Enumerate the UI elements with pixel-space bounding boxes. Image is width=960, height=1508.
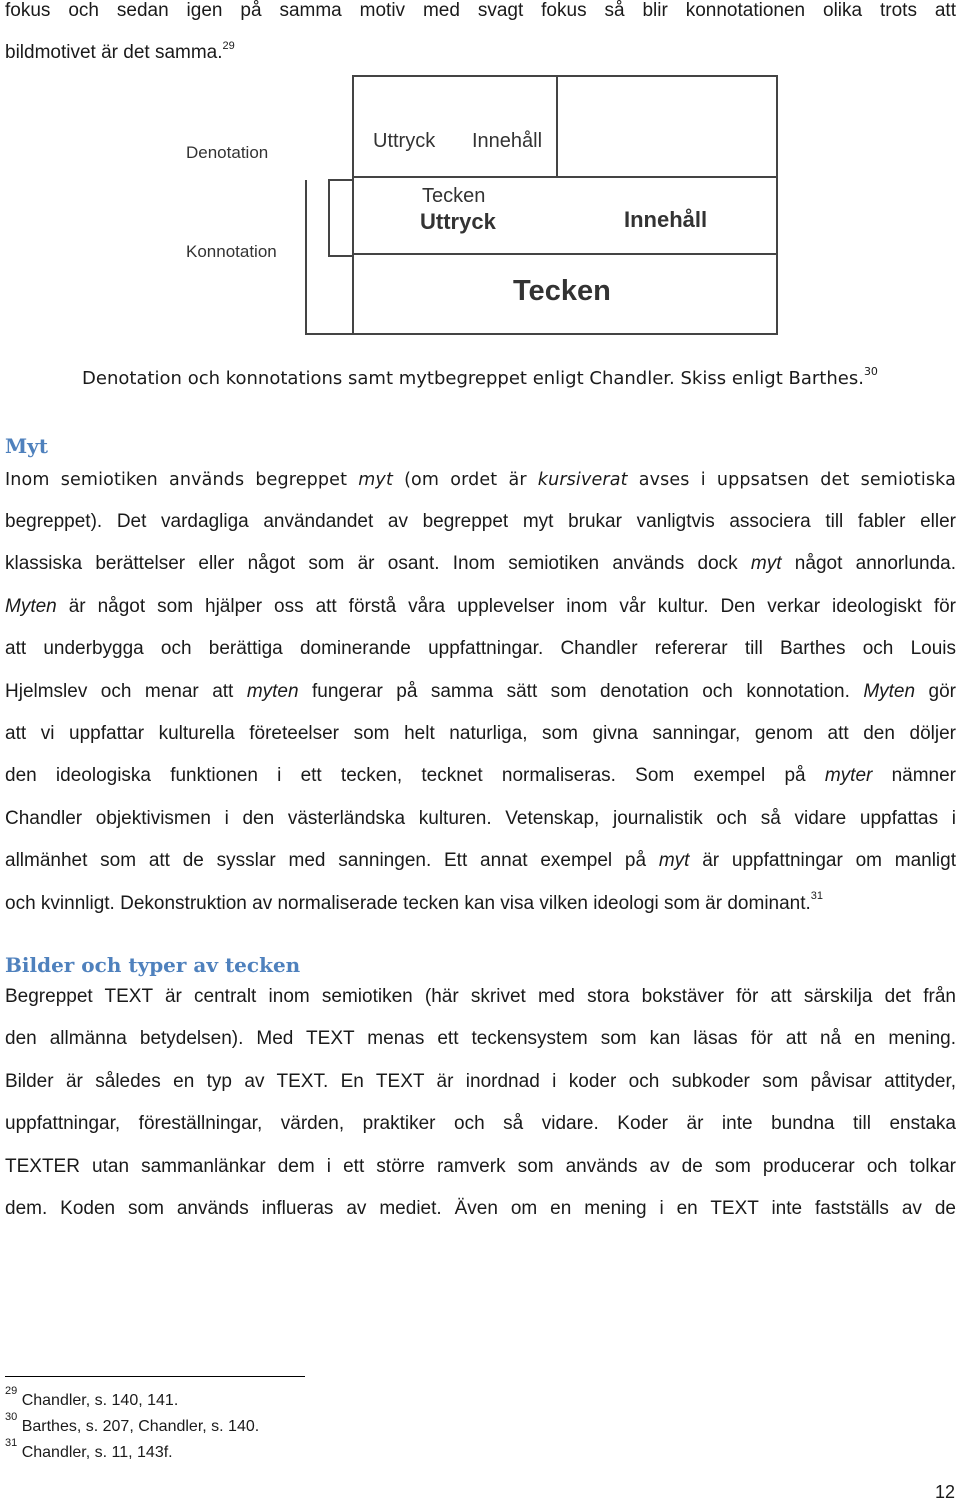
footnote-text: Barthes, s. 207, Chandler, s. 140. xyxy=(21,1418,260,1435)
text-line: den allmänna betydelsen). Med TEXT menas ett teckensystem som kan läsas för att nå en mening. xyxy=(5,1028,956,1050)
text-line: att vi uppfattar kulturella företeelser som helt naturliga, som givna sanningar, genom att den döljer xyxy=(5,722,956,744)
text-line xyxy=(5,883,956,925)
text-span: något annorlunda. xyxy=(781,553,956,575)
text-span: den ideologiska funktionen i ett tecken, tecknet normaliseras. Som exempel på xyxy=(5,765,825,787)
footnote-separator xyxy=(5,1376,305,1377)
text-line xyxy=(5,543,956,585)
text-line: Bilder är således en typ av TEXT. En TEXT är inordnad i koder och subkoder som påvisar attityder, xyxy=(5,1070,956,1092)
bracket-line xyxy=(305,333,352,335)
text-line: dem. Koden som används influeras av mediet. Även om en mening i en TEXT inte fastställs av de xyxy=(5,1197,956,1219)
top-left-cell xyxy=(352,75,558,178)
text-line xyxy=(5,755,956,797)
text-line xyxy=(5,840,956,882)
denotation-konnotation-diagram xyxy=(180,95,780,340)
text-span-italic: kursiverat xyxy=(537,470,628,490)
text-span: (om ordet är xyxy=(392,470,538,490)
footnote-number: 31 xyxy=(5,1436,18,1449)
text-line: uppfattningar, föreställningar, värden, praktiker och så vidare. Koder är inte bundna till enstaka xyxy=(5,1113,956,1135)
text-span: avses i uppsatsen det semiotiska xyxy=(627,470,956,490)
text-span: gör xyxy=(915,680,956,702)
figure-caption xyxy=(0,365,960,389)
footnote-ref: 30 xyxy=(863,365,878,378)
text-span: bildmotivet är det samma. xyxy=(5,42,223,64)
bracket-line xyxy=(328,179,330,257)
myt-paragraph-body xyxy=(5,501,956,925)
text-line: TEXTER utan sammanlänkar dem i ett större ramverk som används av de som producerar och tolkar xyxy=(5,1155,956,1177)
text-line: fokus och sedan igen på samma motiv med svagt fokus så blir konnotationen olika trots att xyxy=(5,0,956,21)
mid-sign-label: Tecken xyxy=(422,185,486,207)
footnote-text: Chandler, s. 11, 143f. xyxy=(21,1444,173,1461)
text-span-italic: myter xyxy=(824,765,873,787)
mid-expression-label: Uttryck xyxy=(420,209,496,234)
row-divider xyxy=(352,176,778,178)
footnote-ref: 31 xyxy=(810,890,824,903)
text-span: är något som hjälper oss att förstå våra upplevelser inom vår kultur. Den verkar ideologiskt för xyxy=(56,595,956,617)
mid-content-label: Innehåll xyxy=(624,207,708,232)
top-expression-label: Uttryck xyxy=(373,130,436,152)
section-heading-bilder: Bilder och typer av tecken xyxy=(5,953,301,977)
text-span: och kvinnligt. Dekonstruktion av normaliserade tecken kan visa vilken ideologi som är dominant. xyxy=(5,892,811,914)
footnote-29 xyxy=(5,1384,179,1410)
footnote-ref: 29 xyxy=(222,40,235,53)
footnote-text: Chandler, s. 140, 141. xyxy=(21,1392,179,1409)
text-line: Begreppet TEXT är centralt inom semiotiken (här skrivet med stora bokstäver för att särskilja det från xyxy=(5,986,956,1007)
konnotation-label: Konnotation xyxy=(186,242,277,261)
text-span-italic: myt xyxy=(658,850,690,872)
bracket-line xyxy=(328,255,352,257)
text-span: allmänhet som att de sysslar med sanningen. Ett annat exempel på xyxy=(5,850,659,872)
text-line: att underbygga och berättiga dominerande uppfattningar. Chandler refererar till Barthes och Louis xyxy=(5,638,956,660)
footnote-number: 30 xyxy=(5,1410,18,1423)
footnote-30 xyxy=(5,1410,260,1436)
text-line xyxy=(5,586,956,628)
text-span: Inom semiotiken används begreppet xyxy=(5,470,359,490)
footnote-number: 29 xyxy=(5,1384,18,1397)
denotation-label: Denotation xyxy=(186,143,269,162)
text-span-italic: myten xyxy=(246,680,299,702)
footnote-31 xyxy=(5,1436,173,1462)
bracket-line xyxy=(328,179,352,181)
bracket-line xyxy=(305,180,307,335)
text-span: fungerar på samma sätt som denotation och konnotation. xyxy=(298,680,864,702)
page-number: 12 xyxy=(934,1482,955,1502)
top-content-label: Innehåll xyxy=(472,130,543,152)
text-span: klassiska berättelser eller något som är osant. Inom semiotiken används dock xyxy=(5,553,751,575)
text-line xyxy=(5,459,956,501)
text-line xyxy=(5,671,956,713)
bilder-paragraph xyxy=(5,976,956,1230)
text-line: Chandler objektivismen i den västerländska kulturen. Vetenskap, journalistik och så vidare uppfattas i xyxy=(5,807,956,829)
myt-paragraph xyxy=(5,459,956,501)
text-span: nämner xyxy=(872,765,956,787)
text-line xyxy=(5,32,956,74)
section-heading-myt: Myt xyxy=(5,434,48,458)
text-span: Hjelmslev och menar att xyxy=(5,680,247,702)
text-span-italic: Myten xyxy=(863,680,916,702)
text-line: begreppet). Det vardagliga användandet av begreppet myt brukar vanligtvis associera till fabler eller xyxy=(5,511,956,532)
text-span-italic: myt xyxy=(358,470,393,490)
row-divider xyxy=(352,253,778,255)
intro-paragraph xyxy=(5,0,956,75)
text-span: är uppfattningar om manligt xyxy=(689,850,956,872)
bottom-sign-label: Tecken xyxy=(513,275,611,307)
text-span-italic: Myten xyxy=(5,595,57,617)
text-span-italic: myt xyxy=(750,553,782,575)
caption-text: Denotation och konnotations samt mytbegreppet enligt Chandler. Skiss enligt Barthes. xyxy=(82,368,864,389)
